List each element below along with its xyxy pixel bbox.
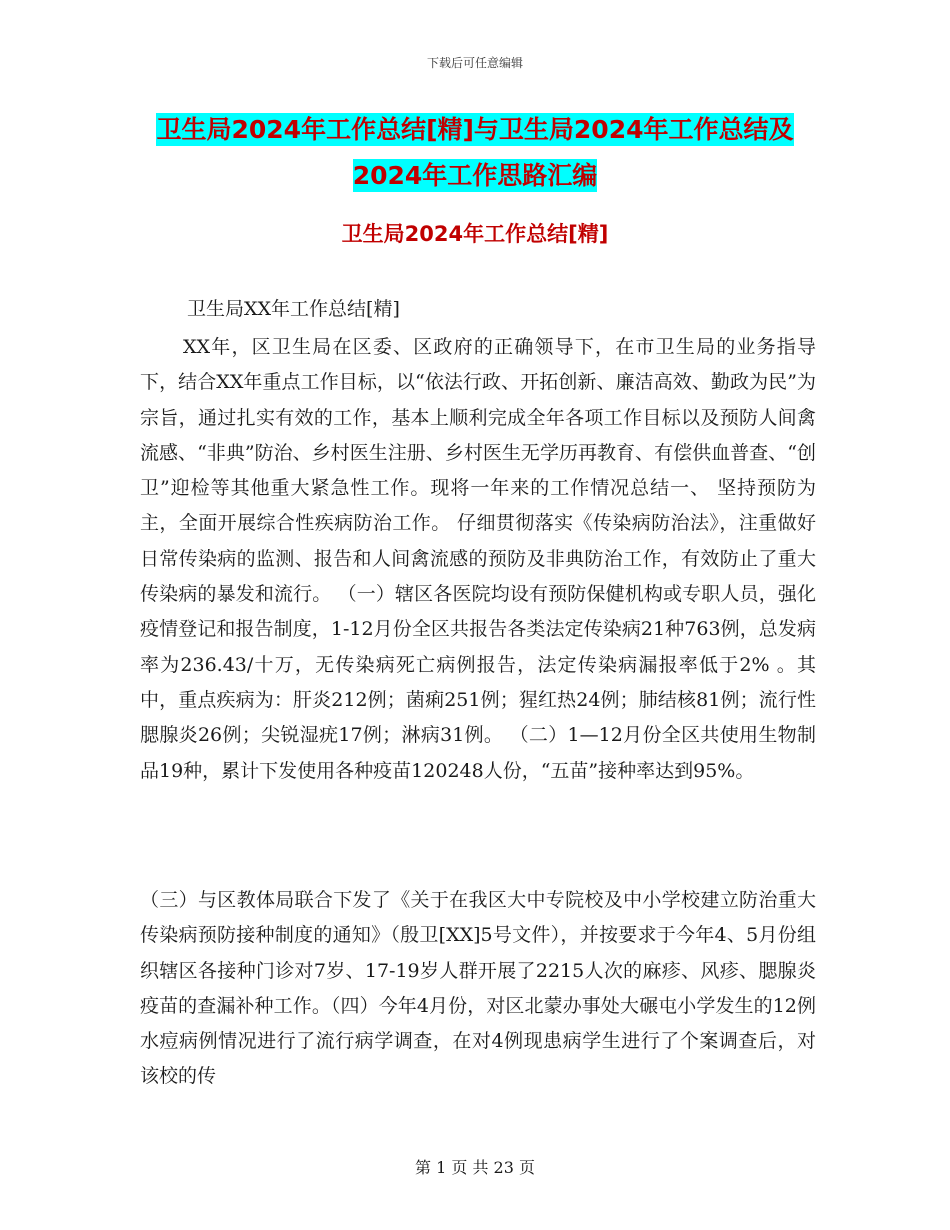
document-title-text: 卫生局2024年工作总结[精]与卫生局2024年工作总结及2024年工作思路汇编 xyxy=(156,115,794,190)
subtitle: 卫生局XX年工作总结[精] xyxy=(187,298,400,320)
document-title xyxy=(140,107,810,199)
body-paragraph-1: XX年，区卫生局在区委、区政府的正确领导下，在市卫生局的业务指导下，结合XX年重点工作目标，以“依法行政、开拓创新、廉洁高效、勤政为民”为宗旨，通过扎实有效的工作，基本上顺利完成全年各项工作目标以及预防人间禽流感、“非典”防治、乡村医生注册、乡村医生无学历再教育、有偿供血普查、“创卫”迎检等其他重大紧急性工作。现将一年来的工作情况总结一、 坚持预防为主，全面开展综合性疾病防治工作。 仔细贯彻落实《传染病防治法》，注重做好日常传染病的监测、报告和人间禽流感的预防及非典防治工作，有效防止了重大传染病的暴发和流行。 （一）辖区各医院均设有预防保健机构或专职人员，强化疫情登记和报告制度，1-12月份全区共报告各类法定传染病21种763例，总发病率为236.43/十万，无传染病死亡病例报告，法定传染病漏报率低于2% 。其中，重点疾病为：肝炎212例；菌痢251例；猩红热24例；肺结核81例；流行性腮腺炎26例；尖锐湿疣17例；淋病31例。 （二）1—12月份全区共使用生物制品19种，累计下发使用各种疫苗120248人份，“五苗”接种率达到95%。 xyxy=(140,336,816,782)
section-title: 卫生局2024年工作总结[精] xyxy=(341,222,609,246)
page-footer: 第 1 页 共 23 页 xyxy=(415,1158,535,1177)
body-paragraph-2: （三）与区教体局联合下发了《关于在我区大中专院校及中小学校建立防治重大传染病预防接种制度的通知》（殷卫[XX]5号文件），并按要求于今年4、5月份组织辖区各接种门诊对7岁、17-19岁人群开展了2215人次的麻疹、风疹、腮腺炎疫苗的查漏补种工作。（四）今年4月份，对区北蒙办事处大碾屯小学发生的12例水痘病例情况进行了流行病学调查，在对4例现患病学生进行了个案调查后，对该校的传 xyxy=(140,889,816,1088)
header-note: 下载后可任意编辑 xyxy=(426,56,523,70)
